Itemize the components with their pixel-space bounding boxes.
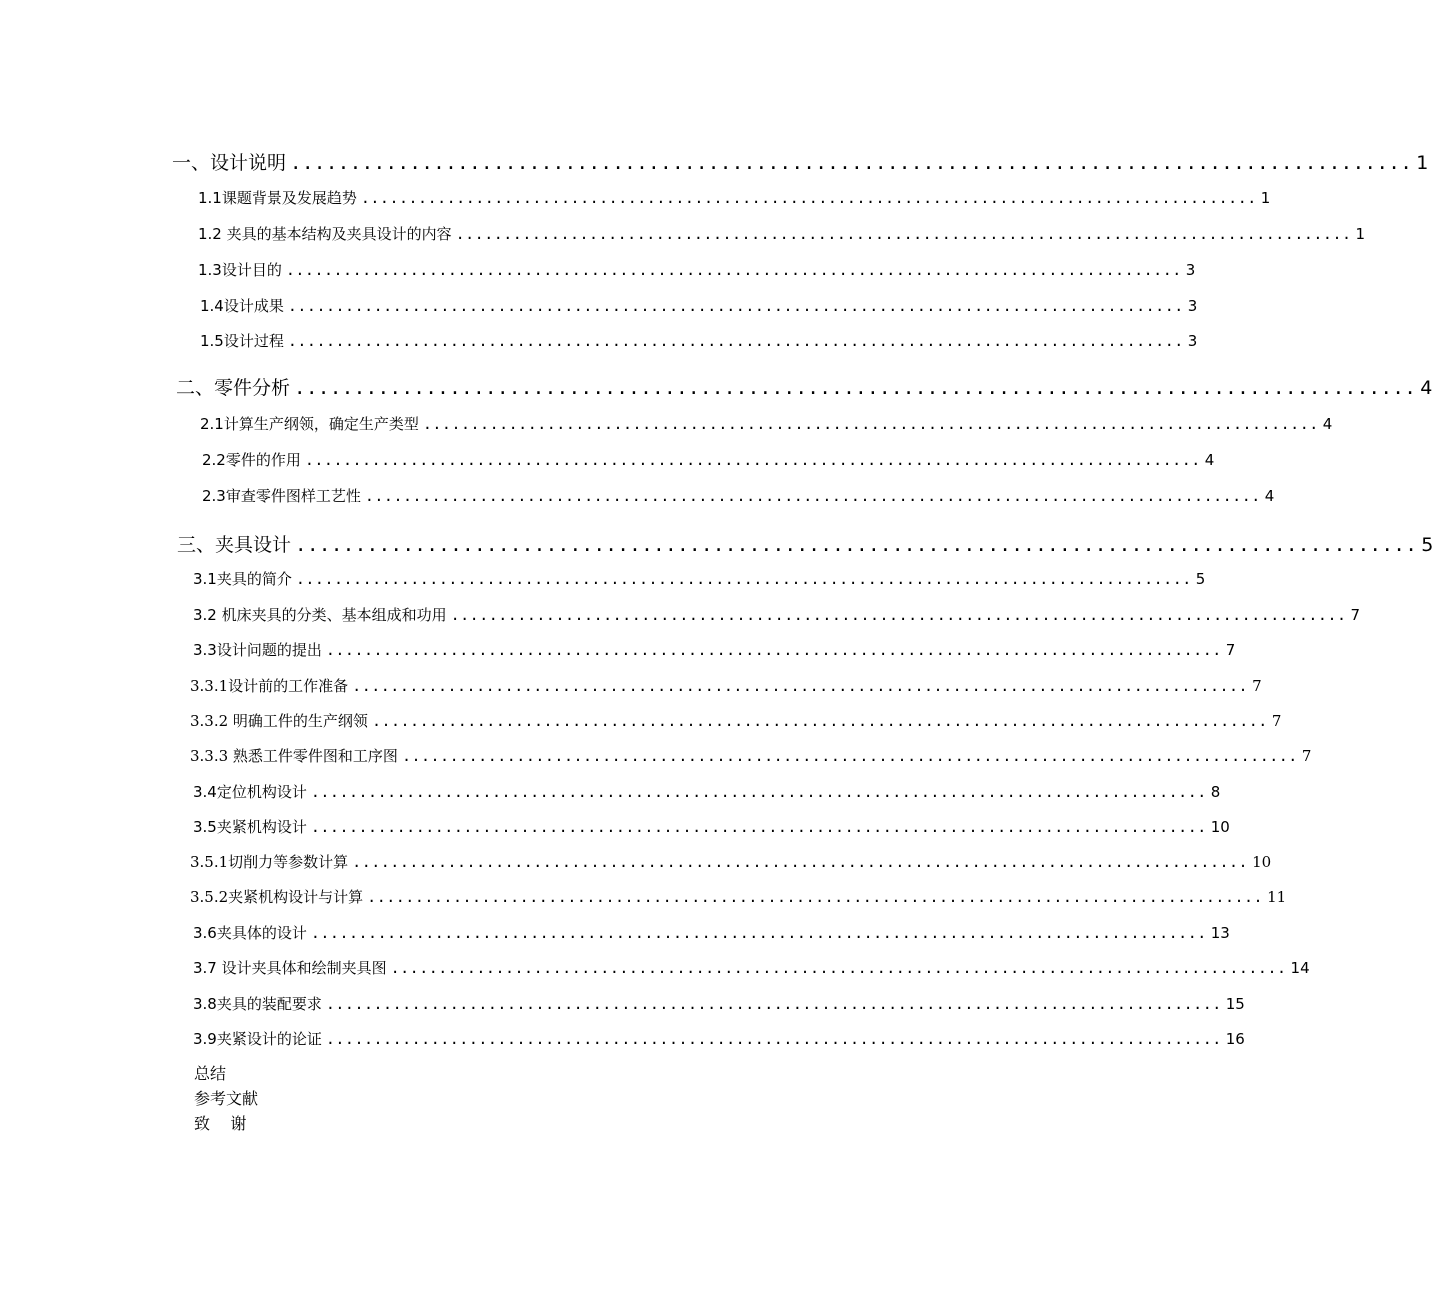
toc-entry: [193, 922, 1230, 943]
toc-leader: ..............................................................................................: [310, 783, 1207, 801]
toc-entry-page: 16: [1225, 1030, 1245, 1048]
toc-entry: [198, 187, 1271, 208]
toc-leader: ..............................................................................................: [352, 853, 1249, 871]
toc-entry-label: 3.5夹紧机构设计: [193, 818, 307, 836]
toc-leader: ..............................................................................................: [294, 377, 1417, 399]
toc-entry-page: 1: [1416, 152, 1429, 174]
toc-leader: ..............................................................................................: [295, 534, 1418, 556]
toc-entry-label: 3.9夹紧设计的论证: [193, 1030, 322, 1048]
toc-tail-references: 参考文献: [194, 1089, 259, 1108]
toc-entry-label: 2.1计算生产纲领，确定生产类型: [200, 415, 419, 433]
toc-entry: [190, 851, 1272, 872]
toc-entry-label: 3.7 设计夹具体和绘制夹具图: [193, 959, 387, 977]
toc-entry-label: 三、夹具设计: [177, 534, 292, 556]
toc-entry-label: 3.3.1设计前的工作准备: [190, 677, 349, 695]
toc-entry: [193, 568, 1206, 589]
toc-entry-label: 3.1夹具的简介: [193, 570, 292, 588]
toc-leader: ..............................................................................................: [310, 924, 1207, 942]
toc-entry-label: 3.3.2 明确工件的生产纲领: [190, 712, 368, 730]
toc-entry-label: 3.5.2夹紧机构设计与计算: [190, 888, 364, 906]
toc-entry: [193, 993, 1245, 1014]
toc-entry-label: 3.3.3 熟悉工件零件图和工序图: [190, 747, 398, 765]
toc-leader: ..............................................................................................: [325, 1030, 1222, 1048]
toc-leader: ..............................................................................................: [310, 818, 1207, 836]
toc-entry-page: 10: [1252, 853, 1272, 871]
toc-leader: ..............................................................................................: [371, 712, 1268, 730]
toc-entry: [193, 816, 1230, 837]
toc-entry-page: 14: [1290, 959, 1310, 977]
toc-entry: [200, 295, 1198, 316]
toc-entry-page: 7: [1225, 641, 1236, 659]
toc-leader: ..............................................................................................: [287, 297, 1184, 315]
toc-entry-page: 5: [1195, 570, 1206, 588]
toc-entry-label: 3.2 机床夹具的分类、基本组成和功用: [193, 606, 447, 624]
toc-entry-label: 1.4设计成果: [200, 297, 284, 315]
toc-entry: [193, 1028, 1245, 1049]
toc-leader: ..............................................................................................: [455, 225, 1352, 243]
toc-entry-label: 3.5.1切削力等参数计算: [190, 853, 349, 871]
toc-leader: ..............................................................................................: [390, 959, 1287, 977]
toc-entry-page: 10: [1210, 818, 1230, 836]
toc-leader: ..............................................................................................: [450, 606, 1347, 624]
toc-entry-label: 1.3设计目的: [198, 261, 282, 279]
toc-leader: ..............................................................................................: [304, 451, 1201, 469]
toc-leader: ..............................................................................................: [360, 189, 1257, 207]
toc-entry: [193, 604, 1361, 625]
toc-entry: [198, 259, 1196, 280]
toc-entry: [176, 373, 1433, 400]
toc-entry: [177, 530, 1433, 557]
toc-entry-label: 2.3审查零件图样工艺性: [202, 487, 361, 505]
toc-entry: [190, 710, 1282, 731]
toc-entry-page: 3: [1187, 297, 1198, 315]
toc-entry-page: 5: [1421, 534, 1433, 556]
toc-entry-page: 1: [1355, 225, 1366, 243]
toc-entry-label: 二、零件分析: [176, 377, 291, 399]
toc-entry-page: 15: [1225, 995, 1245, 1013]
toc-entry: [200, 413, 1333, 434]
toc-entry-page: 4: [1204, 451, 1215, 469]
toc-tail-summary: 总结: [194, 1064, 227, 1083]
toc-entry: [198, 223, 1366, 244]
toc-leader: ..............................................................................................: [401, 747, 1298, 765]
toc-entry-label: 一、设计说明: [172, 152, 287, 174]
toc-entry-label: 3.6夹具体的设计: [193, 924, 307, 942]
toc-entry-label: 3.4定位机构设计: [193, 783, 307, 801]
toc-entry-page: 3: [1187, 332, 1198, 350]
toc-leader: ..............................................................................................: [367, 888, 1264, 906]
toc-entry-page: 11: [1267, 888, 1287, 906]
toc-entry-label: 1.2 夹具的基本结构及夹具设计的内容: [198, 225, 452, 243]
toc-entry-label: 1.1课题背景及发展趋势: [198, 189, 357, 207]
toc-tail-acknowledgements: 致 谢: [194, 1114, 247, 1133]
toc-entry: [193, 639, 1236, 660]
toc-entry-page: 4: [1420, 377, 1433, 399]
toc-entry: [190, 886, 1287, 907]
toc-entry-page: 13: [1210, 924, 1230, 942]
toc-entry: [193, 957, 1310, 978]
toc-entry-page: 7: [1301, 747, 1312, 765]
toc-entry: [190, 745, 1312, 766]
toc-entry-page: 7: [1271, 712, 1282, 730]
toc-entry-page: 8: [1210, 783, 1221, 801]
toc-entry-label: 1.5设计过程: [200, 332, 284, 350]
toc-leader: ..............................................................................................: [287, 332, 1184, 350]
toc-entry: [202, 449, 1215, 470]
toc-entry-page: 4: [1322, 415, 1333, 433]
toc-entry: [202, 485, 1275, 506]
toc-entry-label: 3.3设计问题的提出: [193, 641, 322, 659]
toc-entry: [200, 330, 1198, 351]
toc-leader: ..............................................................................................: [285, 261, 1182, 279]
toc-entry-page: 7: [1350, 606, 1361, 624]
toc-leader: ..............................................................................................: [325, 995, 1222, 1013]
toc-entry: [190, 675, 1262, 696]
toc-entry-page: 1: [1260, 189, 1271, 207]
toc-leader: ..............................................................................................: [290, 152, 1413, 174]
toc-leader: ..............................................................................................: [352, 677, 1249, 695]
toc-leader: ..............................................................................................: [364, 487, 1261, 505]
toc-entry-label: 2.2零件的作用: [202, 451, 301, 469]
toc-entry-page: 4: [1264, 487, 1275, 505]
toc-entry: [172, 148, 1429, 175]
toc-entry: [193, 781, 1221, 802]
toc-leader: ..............................................................................................: [422, 415, 1319, 433]
toc-entry-page: 7: [1252, 677, 1262, 695]
toc-entry-label: 3.8夹具的装配要求: [193, 995, 322, 1013]
toc-leader: ..............................................................................................: [295, 570, 1192, 588]
toc-entry-page: 3: [1185, 261, 1196, 279]
toc-leader: ..............................................................................................: [325, 641, 1222, 659]
